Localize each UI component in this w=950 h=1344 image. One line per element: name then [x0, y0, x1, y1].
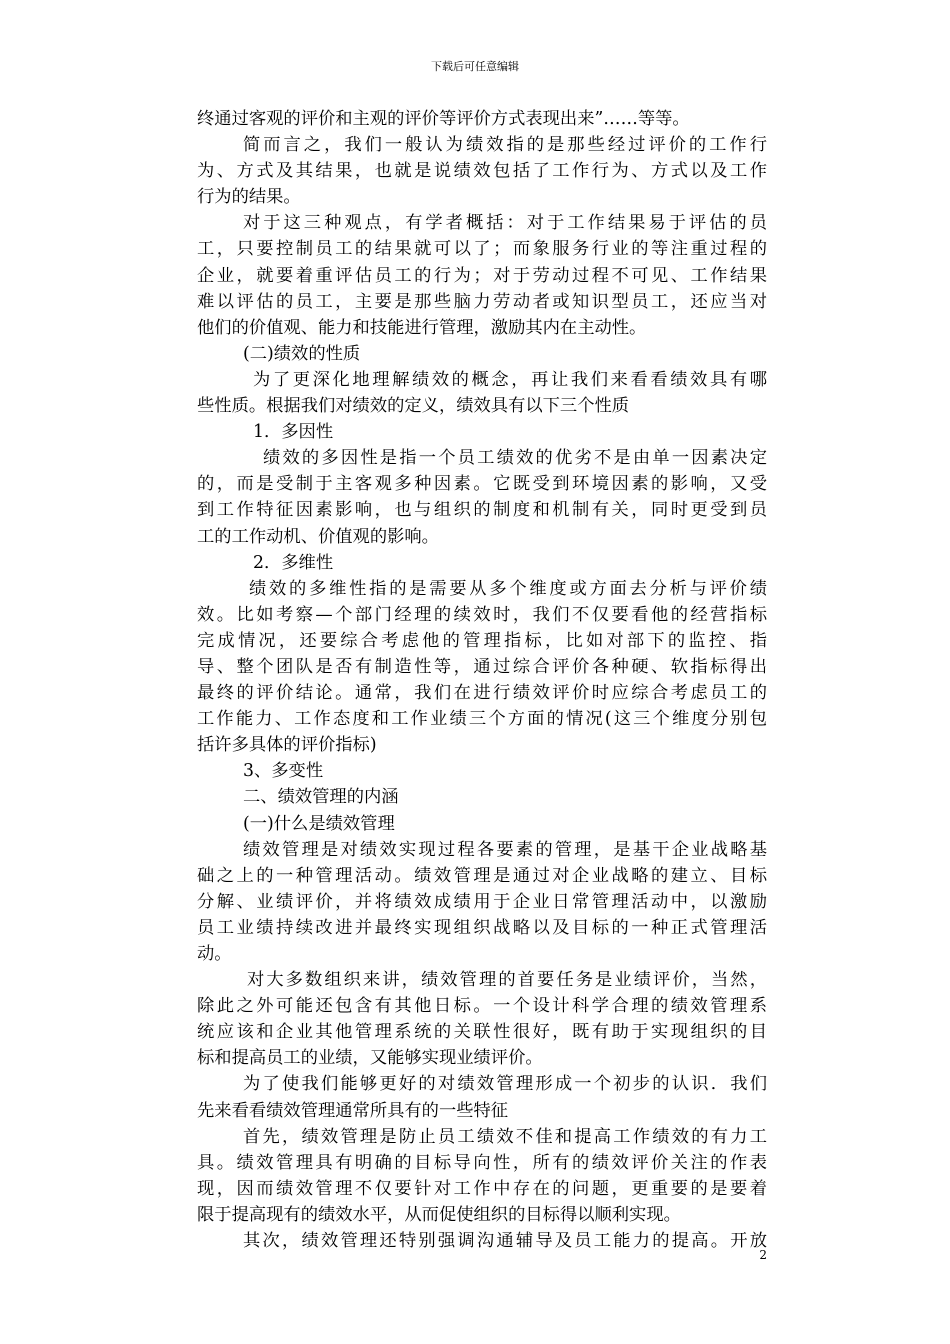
- text-line: 导、整个团队是否有制造性等，通过综合评价各种硬、软指标得出: [197, 656, 767, 677]
- text-line: (二)绩效的性质: [243, 343, 361, 364]
- text-line: (一)什么是绩效管理: [243, 813, 395, 834]
- text-line: 标和提高员工的业绩，又能够实现业绩评价。: [197, 1048, 543, 1069]
- text-line: 础之上的一种管理活动。绩效管理是通过对企业战略的建立、目标: [197, 865, 767, 886]
- text-line: 现，因而绩效管理不仅要针对工作中存在的问题，更重要的是要着: [197, 1178, 767, 1199]
- text-line: 的，而是受制于主客观多种因素。它既受到环境因素的影响，又受: [197, 474, 767, 495]
- text-line: 企业，就要着重评估员工的行为；对于劳动过程不可见、工作结果: [197, 265, 767, 286]
- text-line: 3、多变性: [243, 761, 324, 782]
- text-line: 对于这三种观点，有学者概括：对于工作结果易于评估的员: [243, 213, 767, 234]
- text-line: 员工业绩持续改进并最终实现组织战略以及目标的一种正式管理活: [197, 917, 767, 938]
- page-number: 2: [759, 1248, 767, 1262]
- text-line: 具。绩效管理具有明确的目标导向性，所有的绩效评价关注的作表: [197, 1152, 767, 1173]
- text-line: 对大多数组织来讲，绩效管理的首要任务是业绩评价，当然，: [247, 970, 767, 991]
- text-line: 完成情况，还要综合考虑他的管理指标，比如对部下的监控、指: [197, 630, 767, 651]
- document-body: [197, 106, 767, 1254]
- text-line: 动。: [197, 944, 232, 964]
- text-line: 为了使我们能够更好的对绩效管理形成一个初步的认识．我们: [243, 1074, 767, 1095]
- text-line: 其次，绩效管理还特别强调沟通辅导及员工能力的提高。开放: [243, 1231, 767, 1252]
- text-line: 工的工作动机、价值观的影响。: [197, 526, 439, 547]
- text-line: 二、绩效管理的内涵: [243, 787, 399, 808]
- text-line: 难以评估的员工，主要是那些脑力劳动者或知识型员工，还应当对: [197, 291, 767, 312]
- text-line: 绩效管理是对绩效实现过程各要素的管理，是基干企业战略基: [243, 839, 767, 860]
- page-header: 下载后可任意编辑: [431, 60, 519, 73]
- text-line: 绩效的多维性指的是需要从多个维度或方面去分析与评价绩: [249, 578, 767, 599]
- text-line: 限于提高现有的绩效水平，从而促使组织的目标得以顺利实现。: [197, 1204, 681, 1225]
- text-line: 为了更深化地理解绩效的概念，再让我们来看看绩效具有哪: [253, 369, 767, 390]
- text-line: 终通过客观的评价和主观的评价等评价方式表现出来”……等等。: [197, 109, 690, 129]
- text-line: 到工作特征因素影响，也与组织的制度和机制有关，同时更受到员: [197, 500, 767, 521]
- text-line: 行为的结果。: [197, 187, 301, 208]
- text-line: 简而言之，我们一般认为绩效指的是那些经过评价的工作行: [243, 135, 767, 156]
- text-line: 最终的评价结论。通常，我们在进行绩效评价时应综合考虑员工的: [197, 683, 767, 704]
- text-line: 分解、业绩评价，并将绩效成绩用于企业日常管理活动中，以激励: [197, 891, 767, 912]
- text-line: 为、方式及其结果，也就是说绩效包括了工作行为、方式以及工作: [197, 161, 767, 182]
- text-line: 1．多因性: [253, 422, 334, 443]
- text-line: 括许多具体的评价指标): [197, 735, 377, 756]
- text-line: 先来看看绩效管理通常所具有的一些特征: [197, 1100, 509, 1121]
- text-line: 2．多维性: [253, 552, 334, 573]
- text-line: 工作能力、工作态度和工作业绩三个方面的情况(这三个维度分别包: [197, 709, 767, 730]
- text-line: 工，只要控制员工的结果就可以了；而象服务行业的等注重过程的: [197, 239, 767, 260]
- text-line: 除此之外可能还包含有其他日标。一个设计科学合理的绩效管理系: [197, 996, 767, 1017]
- text-line: 效。比如考察—个部门经理的续效时，我们不仅要看他的经营指标: [197, 604, 767, 625]
- text-line: 统应该和企业其他管理系统的关联性很好，既有助于实现组织的目: [197, 1022, 767, 1043]
- text-line: 绩效的多因性是指一个员工绩效的优劣不是由单一因素决定: [263, 448, 767, 469]
- text-line: 首先，绩效管理是防止员工绩效不佳和提高工作绩效的有力工: [243, 1126, 767, 1147]
- text-line: 些性质。根据我们对绩效的定义，绩效具有以下三个性质: [197, 396, 630, 417]
- text-line: 他们的价值观、能力和技能进行管理，激励其内在主动性。: [197, 317, 647, 338]
